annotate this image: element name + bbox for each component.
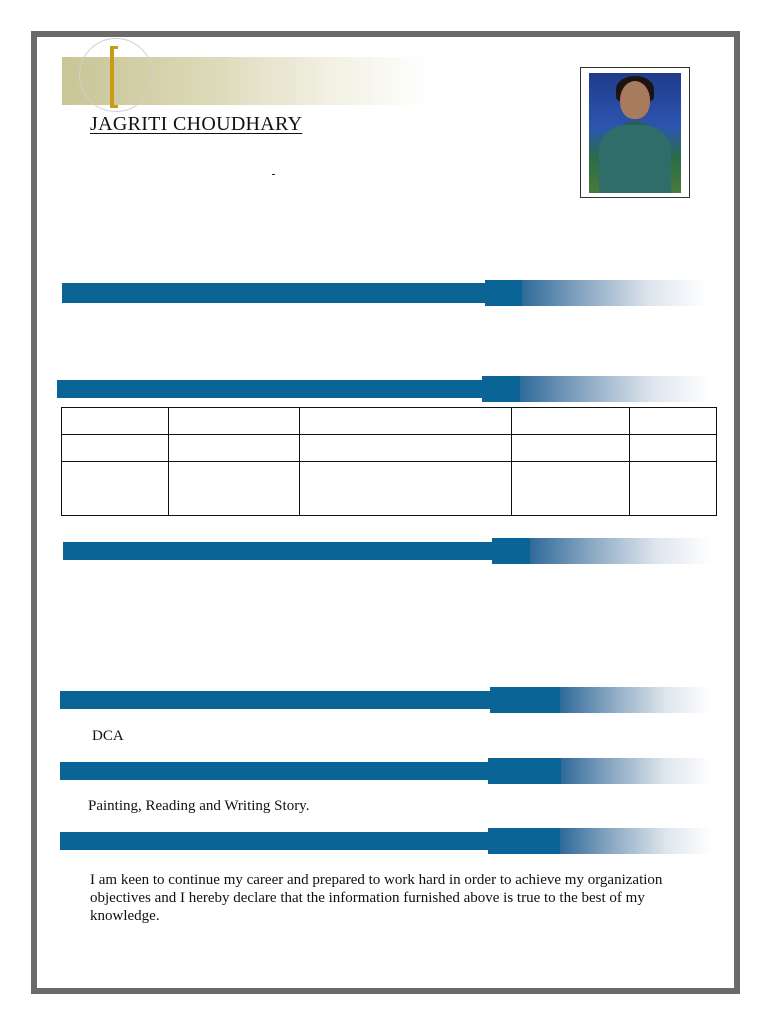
table-cell [62, 408, 169, 435]
table-cell [169, 408, 300, 435]
table-cell [169, 435, 300, 462]
table-row [62, 408, 717, 435]
table-row [62, 435, 717, 462]
table-cell [512, 462, 630, 516]
section-bar-education [0, 375, 768, 403]
table-cell [512, 435, 630, 462]
table-cell [512, 408, 630, 435]
table-cell [169, 462, 300, 516]
education-table [61, 407, 717, 516]
profile-photo-frame [580, 67, 690, 198]
table-cell [630, 408, 717, 435]
section-bar-objective [0, 279, 768, 307]
table-cell [630, 435, 717, 462]
hobbies-text: Painting, Reading and Writing Story. [88, 798, 310, 814]
table-cell [62, 462, 169, 516]
table-cell [300, 462, 512, 516]
table-cell [630, 462, 717, 516]
declaration-text: I am keen to continue my career and prepared to work hard in order to achieve my organization objectives and I hereby declare that the information furnished above is true to the best of my knowledge. [90, 872, 663, 924]
table-cell [62, 435, 169, 462]
table-row [62, 462, 717, 516]
candidate-name: JAGRITI CHOUDHARY [90, 113, 303, 135]
table-cell [300, 408, 512, 435]
section-bar-qualification [0, 686, 768, 714]
table-cell [300, 435, 512, 462]
header-dash [272, 174, 275, 175]
header-bracket-ornament [110, 46, 118, 108]
profile-photo [589, 73, 681, 193]
section-bar-declaration [0, 827, 768, 855]
section-bar-hobbies [0, 757, 768, 785]
qualification-text: DCA [92, 728, 124, 744]
section-bar-skills [0, 537, 768, 565]
